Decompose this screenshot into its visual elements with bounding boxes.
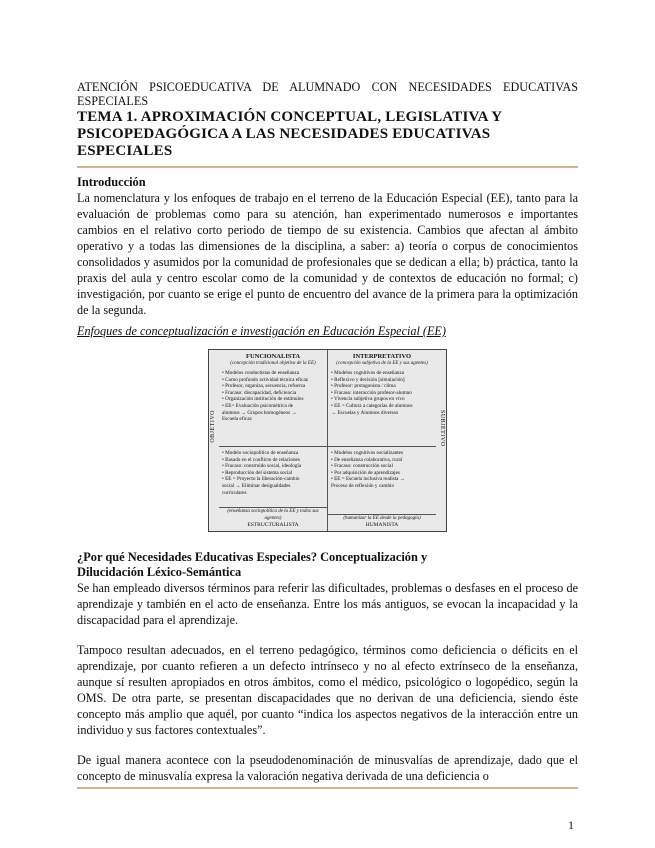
- list-item: • EE= Evaluación psicométrica de: [222, 402, 293, 409]
- diagram-right-footer: [328, 514, 436, 531]
- figure-caption: Enfoques de conceptualización e investigación en Educación Especial (EE): [77, 324, 446, 338]
- list-item: • Modelos cognitivos de enseñanza: [331, 370, 404, 376]
- topic-title-line3: ESPECIALES: [77, 143, 173, 159]
- list-item: social → Eliminar desigualdades: [222, 482, 291, 489]
- topic-title-line2: PSICOPEDAGÓGICA A LAS NECESIDADES EDUCATIVAS: [77, 126, 491, 142]
- list-item: • Modelos cognitivos socializantes: [331, 450, 403, 456]
- list-item: • Profesor, organiza, secuencia, refuerza: [222, 383, 306, 390]
- list-item: • Modelos conductistas de enseñanza: [222, 370, 300, 376]
- list-item: • Como profundo actividad técnica eficaz: [222, 376, 309, 383]
- diagram-left-column: [219, 350, 328, 531]
- list-item: • EE = Escuela inclusiva realista →: [331, 476, 405, 483]
- section2-heading-line1: ¿Por qué Necesidades Educativas Especiales? Conceptualización y: [77, 550, 428, 564]
- diagram-left-head-label: FUNCIONALISTA: [245, 353, 301, 360]
- list-item: • Modelo sociopolítico de enseñanza: [222, 450, 299, 456]
- paragraph-deficiency: Tampoco resultan adecuados, en el terreno pedagógico, términos como deficiencia o déficits en el aprendizaje, por cuanto refieren a un defecto intrínseco y no al efecto extrínseco de la enseñanza, aunque sí resulten apropiados en otros ámbitos, como el médico, psicológico o logopédico, según la OMS. De otra parte, se presentan discapacidades que no derivan de una deficiencia, siendo éste concepto más amplio que aquél, por cuanto “indica los aspectos negativos de la interacción entre un individuo y sus factores contextuales”.: [77, 643, 578, 737]
- list-item: • Organización institución de estímulos: [222, 396, 304, 403]
- diagram-left-footer: [219, 507, 327, 531]
- intro-paragraph: La nomenclatura y los enfoques de trabajo en el terreno de la Educación Especial (EE), tanto para la evaluación de problemas como para su atención, han experimentado numerosos e importantes cambios en el relativo corto periodo de tiempo de su existencia. Cambios que afectan al ámbito operativo y a todas las dimensiones de la disciplina, a saber: a) teoría o corpus de conocimientos consolidados y asumidos por la comunidad de profesionales que se dedican a ella; b) práctica, tanto la praxis del aula y centro escolar como de la comunidad y de contextos de educación no formal; c) investigación, por cuanto se erige el punto de encuentro del avance de la primera para la optimización de la segunda.: [77, 191, 578, 317]
- list-item: • Fracaso: interacción profesor-alumno: [331, 389, 412, 396]
- approaches-diagram: [208, 349, 447, 532]
- list-item: • Fracaso: construido social, ideología: [222, 463, 302, 470]
- list-item: • Basado en el conflicto de relaciones: [222, 456, 300, 463]
- section2-heading-line2: Dilucidación Léxico-Semántica: [77, 565, 242, 579]
- diagram-right-lower-section: [328, 446, 436, 490]
- top-divider: [77, 166, 578, 168]
- diagram-right-foot-sub: (humanizar la EE desde la pedagogía): [343, 516, 421, 521]
- list-item: curriculares: [222, 489, 247, 496]
- list-item: • Fracaso: construcción social: [331, 463, 393, 470]
- list-item: • Profesor: protagonista / clima: [331, 383, 396, 390]
- diagram-left-foot-sub: (enseñanza sociopolítica de la EE y todos sus agentes): [227, 509, 319, 521]
- diagram-right-column: [328, 350, 436, 531]
- diagram-side-right-label: SUBJETIVO: [439, 410, 445, 447]
- diagram-right-foot-label: HUMANISTA: [365, 522, 399, 528]
- diagram-left-top-items: [219, 367, 327, 423]
- list-item: alumnos → Grupos homogéneos →: [222, 409, 297, 416]
- diagram-left-header: [219, 350, 327, 367]
- list-item: • EE = Proyecto la liberación-cambio: [222, 476, 300, 483]
- course-title-line2: ESPECIALES: [77, 94, 149, 108]
- list-item: • Por adquisición de aprendizajes: [331, 469, 400, 476]
- list-item: • De enseñanza colaborativa, rural: [331, 456, 403, 463]
- course-title-line1: ATENCIÓN PSICOEDUCATIVA DE ALUMNADO CON NECESIDADES EDUCATIVAS: [77, 80, 578, 94]
- topic-title-line1: TEMA 1. APROXIMACIÓN CONCEPTUAL, LEGISLATIVA Y: [77, 109, 503, 125]
- bottom-divider: [77, 787, 578, 789]
- list-item: • Fracaso: discapacidad, deficiencia: [222, 389, 297, 396]
- diagram-right-top-items: [328, 367, 436, 416]
- diagram-right-header: [328, 350, 436, 367]
- paragraph-terms: Se han empleado diversos términos para referir las dificultades, problemas o desfases en el proceso de aprendizaje y también en el acto de enseñanza. Entre los más antiguos, se evocan la incapacidad y la discapacidad para el aprendizaje.: [77, 581, 578, 627]
- diagram-right-head-label: INTERPRETATIVO: [352, 353, 412, 360]
- diagram-left-lower-section: [219, 446, 327, 496]
- diagram-right-head-sub: (concepción subjetiva de la EE y sus agentes): [336, 361, 428, 366]
- page-content: [77, 80, 578, 784]
- list-item: • Vivencia subjetiva grupos en vivo: [331, 396, 405, 403]
- paragraph-minusvalia: De igual manera acontece con la pseudodenominación de minusvalías de aprendizaje, dado que el concepto de minusvalía expresa la valoración negativa derivada de una deficiencia o: [77, 753, 578, 783]
- intro-heading: Introducción: [77, 175, 146, 189]
- diagram-left-foot-label: ESTRUCTURALISTA: [247, 522, 299, 528]
- page-number: 1: [568, 818, 574, 832]
- list-item: → Escuelas y Alumnos diversos: [331, 409, 399, 416]
- list-item: Proceso de reflexión y cambio: [331, 482, 395, 489]
- diagram-side-left-label: OBJETIVO: [210, 410, 216, 443]
- list-item: Escuela eficaz: [222, 416, 252, 423]
- list-item: • EE = Cultura a categorías de alumnos: [331, 402, 413, 409]
- list-item: • Reproducción del sistema social: [222, 469, 293, 476]
- diagram-left-head-sub: (concepción tradicional objetiva de la EE): [230, 361, 316, 366]
- list-item: • Reflexivo y decisión [simulación]: [331, 376, 405, 383]
